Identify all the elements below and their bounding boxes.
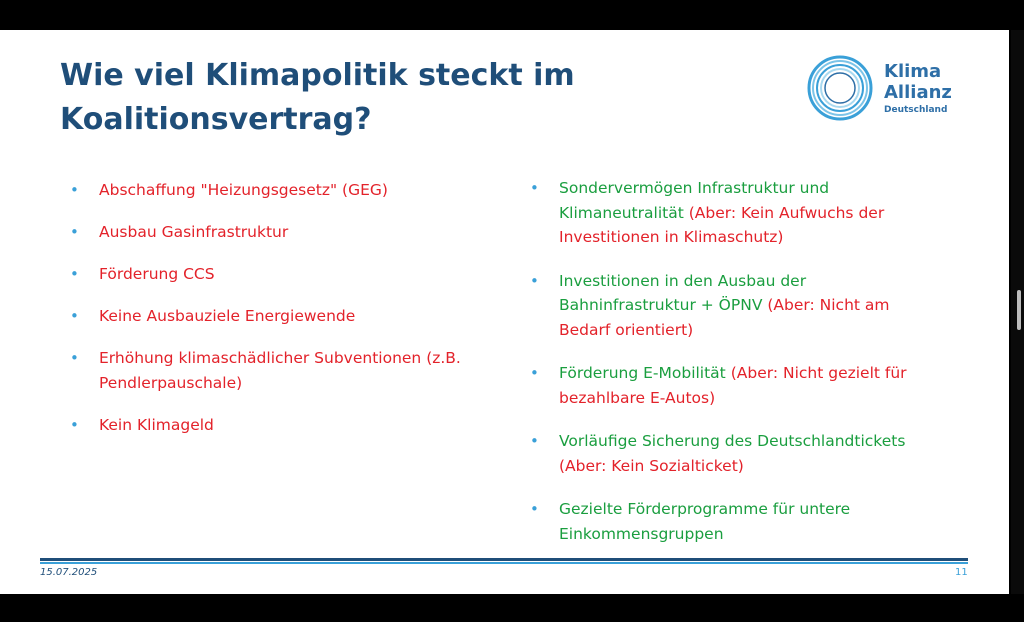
positive-text: Vorläufige Sicherung des Deutschlandtickets	[559, 432, 906, 450]
bullet-icon: •	[70, 265, 79, 283]
list-item	[530, 176, 940, 250]
bullet-icon: •	[70, 223, 79, 241]
bullet-icon: •	[70, 181, 79, 199]
logo-ring-icon	[804, 52, 876, 124]
bullet-icon: •	[70, 307, 79, 325]
bullet-icon: •	[530, 271, 539, 290]
bullet-icon: •	[70, 415, 79, 434]
caveat-text: (Aber: Nicht am Bedarf orientiert)	[559, 296, 890, 339]
footer-divider	[40, 558, 968, 561]
logo-text-allianz: Allianz	[884, 82, 952, 103]
footer-date: 15.07.2025	[40, 567, 98, 578]
bottom-black-bar	[0, 594, 1024, 622]
bullet-icon: •	[530, 500, 539, 518]
positive-text: Investitionen in den Ausbau der Bahninfrastruktur + ÖPNV	[559, 271, 807, 314]
list-item: • Abschaffung "Heizungsgesetz" (GEG)	[70, 178, 470, 203]
bullet-icon: •	[530, 432, 539, 450]
logo-text-klima: Klima	[884, 61, 942, 82]
list-item: • Kein Klimageld	[70, 413, 470, 438]
caveat-text: (Aber: Kein Aufwuchs der Investitionen in Klimaschutz)	[559, 203, 885, 246]
caveat-text: (Aber: Kein Sozialticket)	[559, 456, 744, 475]
positive-measures-list	[530, 176, 940, 565]
logo-text-deutschland: Deutschland	[884, 105, 948, 115]
footer-divider-accent	[40, 562, 968, 564]
bullet-icon: •	[530, 364, 539, 382]
list-item: • Förderung CCS	[70, 262, 470, 287]
list-item	[530, 429, 940, 478]
list-item: • Ausbau Gasinfrastruktur	[70, 220, 470, 245]
caveat-text: (Aber: Nicht gezielt für bezahlbare E-Autos)	[559, 364, 907, 407]
slide-title: Wie viel Klimapolitik steckt im Koalitionsvertrag?	[60, 58, 575, 137]
list-item	[530, 269, 940, 343]
positive-text: Gezielte Förderprogramme für untere Einkommensgruppen	[559, 500, 851, 543]
bullet-icon: •	[530, 179, 539, 197]
scrollbar-thumb[interactable]	[1017, 290, 1021, 330]
negative-measures-list	[70, 178, 470, 455]
page-number: 11	[955, 567, 968, 578]
top-black-bar	[0, 0, 1024, 30]
positive-text: Sondervermögen Infrastruktur und Klimaneutralität	[559, 179, 830, 222]
list-item: • Erhöhung klimaschädlicher Subventionen (z.B. Pendlerpauschale)	[70, 346, 470, 395]
list-item: • Keine Ausbauziele Energiewende	[70, 304, 470, 329]
positive-text: Förderung E-Mobilität	[559, 364, 726, 382]
list-item	[530, 361, 940, 410]
klima-allianz-logo	[804, 52, 974, 132]
presentation-slide	[0, 30, 1009, 594]
list-item	[530, 497, 940, 546]
bullet-icon: •	[70, 349, 79, 367]
